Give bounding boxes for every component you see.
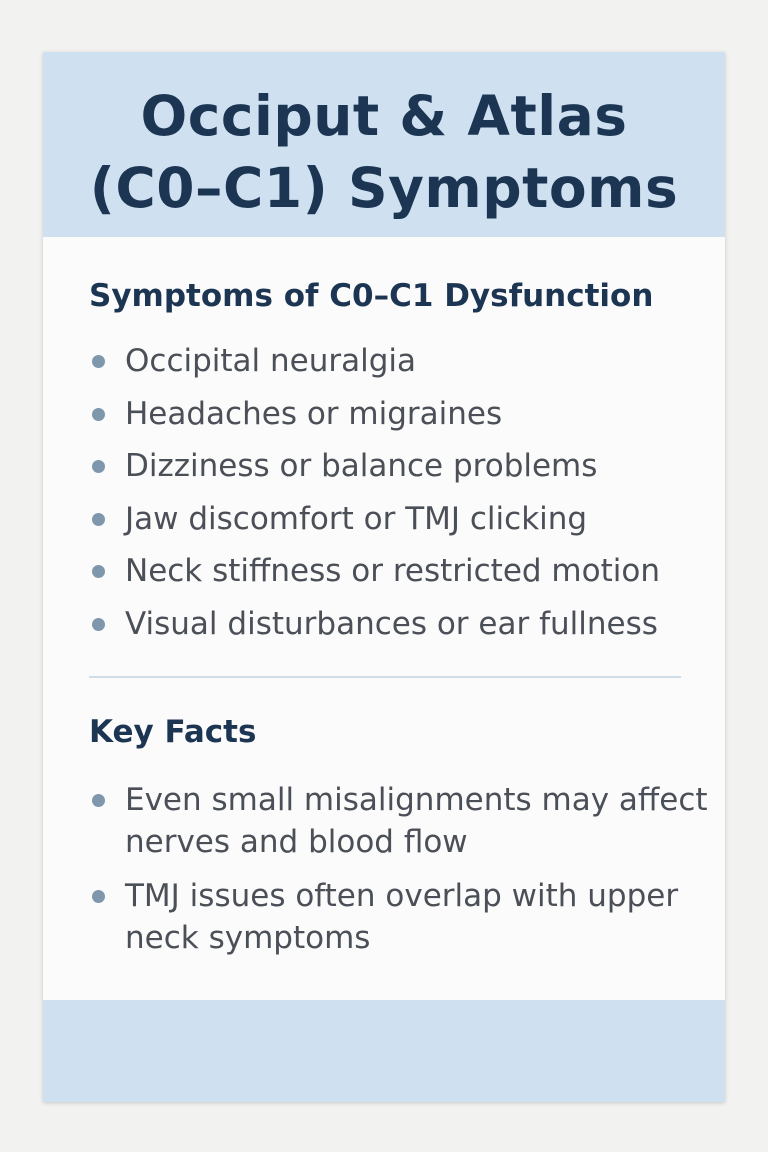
bullet-dot-icon <box>92 460 105 473</box>
list-item <box>89 779 709 863</box>
list-item-text: Jaw discomfort or TMJ clicking <box>125 500 588 537</box>
section-divider <box>89 676 681 678</box>
list-item <box>89 340 709 393</box>
symptoms-heading: Symptoms of C0–C1 Dysfunction <box>89 278 654 314</box>
list-item-text: Visual disturbances or ear fullness <box>125 605 658 642</box>
page-title <box>43 80 725 224</box>
list-item-text: Even small misalignments may affect nerves and blood flow <box>125 782 708 860</box>
info-card <box>43 52 725 1102</box>
card-header <box>43 52 725 237</box>
symptoms-list <box>89 340 709 656</box>
title-line-1: Occiput & Atlas <box>140 84 628 148</box>
list-item-text: Headaches or migraines <box>125 395 503 432</box>
list-item <box>89 498 709 551</box>
bullet-dot-icon <box>92 513 105 526</box>
list-item <box>89 393 709 446</box>
list-item <box>89 445 709 498</box>
bullet-dot-icon <box>92 618 105 631</box>
bullet-dot-icon <box>92 565 105 578</box>
title-line-2: (C0–C1) Symptoms <box>89 156 679 220</box>
list-item <box>89 603 709 656</box>
key-facts-heading: Key Facts <box>89 714 257 750</box>
bullet-dot-icon <box>92 355 105 368</box>
list-item-text: TMJ issues often overlap with upper neck symptoms <box>125 878 679 956</box>
list-item-text: Neck stiffness or restricted motion <box>125 553 660 590</box>
list-item <box>89 550 709 603</box>
list-item-text: Occipital neuralgia <box>125 343 417 379</box>
bullet-dot-icon <box>92 794 105 807</box>
key-facts-list <box>89 779 709 971</box>
list-item-text: Dizziness or balance problems <box>125 448 598 485</box>
card-footer <box>43 1000 725 1102</box>
bullet-dot-icon <box>92 890 105 903</box>
list-item <box>89 875 709 959</box>
bullet-dot-icon <box>92 408 105 421</box>
